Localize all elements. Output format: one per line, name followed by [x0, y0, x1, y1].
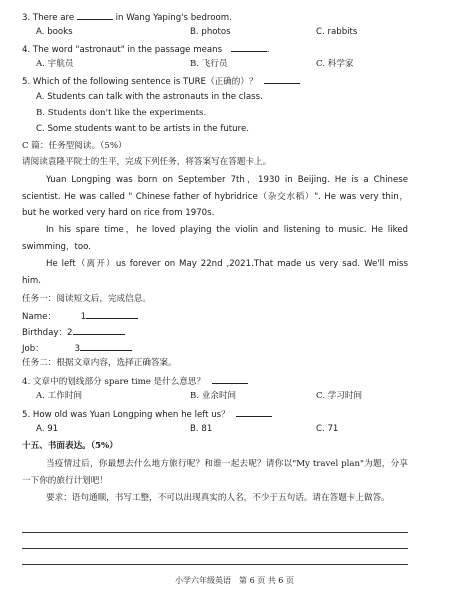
question-text: 4. 文章中的划线部分 spare time 是什么意思？	[22, 377, 206, 387]
writing-requirement: 要求：语句通顺，书写工整，不可以出现真实的人名，不少于五句话。请在答题卡上做答。	[46, 493, 390, 503]
q5-option-a: A. Students can talk with the astronauts in the class.	[36, 92, 263, 102]
section-c-title: C 篇：任务型阅读。（5%）	[22, 141, 127, 151]
task-2-title: 任务二：根据文章内容，选择正确答案。	[22, 358, 177, 368]
question-3-prefix: 3. There are	[22, 13, 75, 23]
t2-q4-option-c: C. 学习时间	[316, 391, 363, 401]
q4-option-c: C. 科学家	[316, 59, 354, 69]
question-4	[22, 42, 270, 56]
task-1-row-name	[22, 309, 138, 323]
q4-option-a: A. 宇航员	[36, 59, 74, 69]
writing-answer-line	[22, 564, 408, 565]
t2-q5-option-a: A. 91	[36, 424, 59, 434]
row-label: Name：	[22, 312, 56, 322]
task-1-title: 任务一：阅读短文后，完成信息。	[22, 294, 151, 304]
passage-paragraph-3: He left（离开）us forever on May 22nd ,2021.That made us very sad. We'll miss him.	[22, 259, 408, 286]
q3-option-c: C. rabbits	[316, 27, 358, 37]
writing-answer-line	[22, 548, 408, 549]
blank-number: 2	[67, 328, 73, 338]
row-label: Birthday：	[22, 328, 68, 338]
answer-blank	[231, 42, 267, 52]
question-3	[22, 10, 232, 24]
question-4-suffix: .	[266, 45, 270, 55]
answer-blank	[86, 309, 138, 319]
answer-blank	[77, 10, 113, 20]
passage-paragraph-1: Yuan Longping was born on September 7th，1930 in Beijing. He is a Chinese scientist. He was called " Chinese father of hybridrice（杂交水稻）". He was very thin，but he worked very hard on rice from 1970s.	[22, 175, 408, 219]
answer-blank	[264, 74, 300, 84]
question-text: 5. How old was Yuan Longping when he left us？	[22, 410, 230, 420]
page-footer: 小学六年级英语 第 6 页 共 6 页	[175, 576, 294, 585]
t2-q5-option-c: C. 71	[316, 424, 339, 434]
writing-prompt: 当疫情过后，你最想去什么地方旅行呢？和谁一起去呢？请你以"My travel plan"为题，分享一下你的旅行计划吧！	[22, 459, 408, 486]
section-15-title: 十五、书面表达。（5%）	[22, 441, 118, 451]
blank-number: 3	[74, 344, 81, 354]
t2-q4-option-b: B. 业余时间	[190, 391, 237, 401]
t2-q4-option-a: A. 工作时间	[36, 391, 83, 401]
passage-paragraph-2: In his spare time，he loved playing the violin and listening to music. He liked swimming，too.	[22, 225, 408, 252]
answer-blank	[73, 325, 125, 335]
q5-option-b: B. Students don't like the experiments.	[36, 108, 207, 118]
blank-number: 1	[80, 312, 87, 322]
q3-option-b: B. photos	[190, 27, 231, 37]
section-c-instruction: 请阅读袁隆平院士的生平，完成下列任务，将答案写在答题卡上。	[22, 157, 272, 167]
writing-answer-line	[22, 532, 408, 533]
question-5-text: 5. Which of the following sentence is TURE（正确的）？	[22, 77, 258, 87]
question-5	[22, 74, 300, 88]
task-2-question-5	[22, 407, 272, 421]
answer-blank	[212, 374, 248, 384]
task-1-row-job	[22, 341, 132, 355]
task-1-row-birthday	[22, 325, 125, 339]
answer-blank	[236, 407, 272, 417]
answer-blank	[80, 341, 132, 351]
q4-option-b: B. 飞行员	[190, 59, 228, 69]
question-3-suffix: in Wang Yaping's bedroom.	[115, 13, 232, 23]
task-2-question-4	[22, 374, 248, 388]
q3-option-a: A. books	[36, 27, 73, 37]
t2-q5-option-b: B. 81	[190, 424, 213, 434]
q5-option-c: C. Some students want to be artists in the future.	[36, 124, 249, 134]
row-label: Job：	[22, 344, 44, 354]
question-4-prefix: 4. The word "astronaut" in the passage means	[22, 45, 223, 55]
